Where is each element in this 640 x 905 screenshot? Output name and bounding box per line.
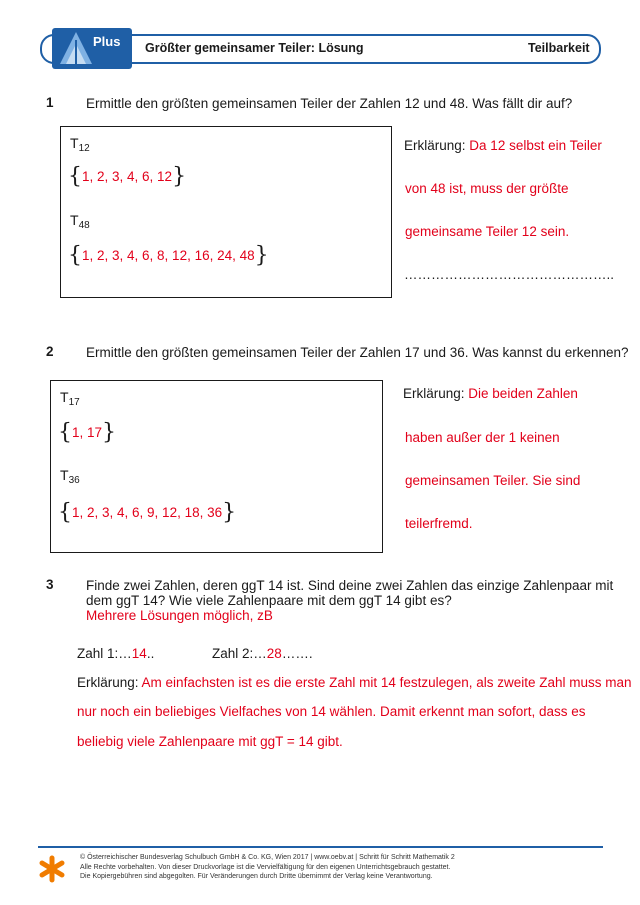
footer-copyright: © Österreichischer Bundesverlag Schulbuch GmbH & Co. KG, Wien 2017 | www.oebv.at | Schritt für Schritt Mathematik 2 Alle Rechte vorbehalten. Von dieser Druckvorlage ist die Vervielfältigung für den eigenen Unterrichtsgebrauch gestattet. Die Kopiergebühren sind abgegolten. Für Veränderungen durch Dritte übernimmt der Verlag keine Verantwortung. bbox=[80, 854, 455, 880]
task-2-set-a: {1, 17} bbox=[58, 420, 117, 445]
task-2-set-a-label: $T_{17}$ bbox=[60, 389, 80, 408]
task-3-question-line-1: Finde zwei Zahlen, deren ggT 14 ist. Sind deine zwei Zahlen das einzige Zahlenpaar mit bbox=[86, 578, 614, 593]
logo-text: Plus bbox=[93, 34, 121, 49]
task-3-explanation-line-3: beliebig viele Zahlenpaare mit ggT = 14 gibt. bbox=[77, 734, 343, 749]
task-3-question-line-2: dem ggT 14? Wie viele Zahlenpaare mit dem ggT 14 gibt es? bbox=[86, 593, 452, 608]
task-2-question: Ermittle den größten gemeinsamen Teiler der Zahlen 17 und 36. Was kannst du erkennen? bbox=[86, 345, 629, 360]
task-2-answer-box bbox=[50, 380, 383, 553]
page-title: Größter gemeinsamer Teiler: Lösung bbox=[145, 41, 364, 55]
task-1-explanation-line-3: gemeinsame Teiler 12 sein. bbox=[405, 224, 570, 239]
task-3-explanation-line-2: nur noch ein beliebiges Vielfaches von 14 wählen. Damit erkennt man sofort, dass es bbox=[77, 704, 586, 719]
task-3-explanation-line-1: Erklärung: Am einfachsten ist es die erste Zahl mit 14 festzulegen, als zweite Zahl muss man bbox=[77, 675, 632, 690]
task-2-explanation-line-4: teilerfremd. bbox=[405, 516, 473, 531]
topic-label: Teilbarkeit bbox=[528, 41, 590, 55]
task-2-number: 2 bbox=[46, 344, 54, 359]
task-2-set-b-label: $T_{36}$ bbox=[60, 467, 80, 486]
asterisk-logo-icon bbox=[38, 855, 66, 883]
task-1-explanation-line-1: Erklärung: Da 12 selbst ein Teiler bbox=[404, 138, 602, 153]
task-2-set-b: {1, 2, 3, 4, 6, 9, 12, 18, 36} bbox=[58, 500, 237, 525]
task-3-zahl-2: Zahl 2:…28……. bbox=[212, 646, 313, 661]
task-1-set-a-label: $T_{12}$ bbox=[70, 135, 90, 154]
task-1-explanation-line-2: von 48 ist, muss der größte bbox=[405, 181, 569, 196]
task-1-number: 1 bbox=[46, 95, 54, 110]
task-2-explanation-line-1: Erklärung: Die beiden Zahlen bbox=[403, 386, 578, 401]
task-1-dotted-line: ……………………………………….. bbox=[404, 267, 615, 282]
task-3-hint: Mehrere Lösungen möglich, zB bbox=[86, 608, 273, 623]
task-1-answer-box bbox=[60, 126, 392, 298]
task-1-set-b: {1, 2, 3, 4, 6, 8, 12, 16, 24, 48} bbox=[68, 243, 269, 268]
triangle-logo-icon bbox=[58, 30, 94, 66]
task-3-number: 3 bbox=[46, 577, 54, 592]
task-1-question: Ermittle den größten gemeinsamen Teiler der Zahlen 12 und 48. Was fällt dir auf? bbox=[86, 96, 573, 111]
task-3-zahl-1: Zahl 1:…14.. bbox=[77, 646, 155, 661]
task-2-explanation-line-3: gemeinsamen Teiler. Sie sind bbox=[405, 473, 581, 488]
task-1-set-a: {1, 2, 3, 4, 6, 12} bbox=[68, 164, 187, 189]
task-2-explanation-line-2: haben außer der 1 keinen bbox=[405, 430, 560, 445]
footer-divider bbox=[38, 846, 603, 848]
task-1-set-b-label: $T_{48}$ bbox=[70, 212, 90, 231]
